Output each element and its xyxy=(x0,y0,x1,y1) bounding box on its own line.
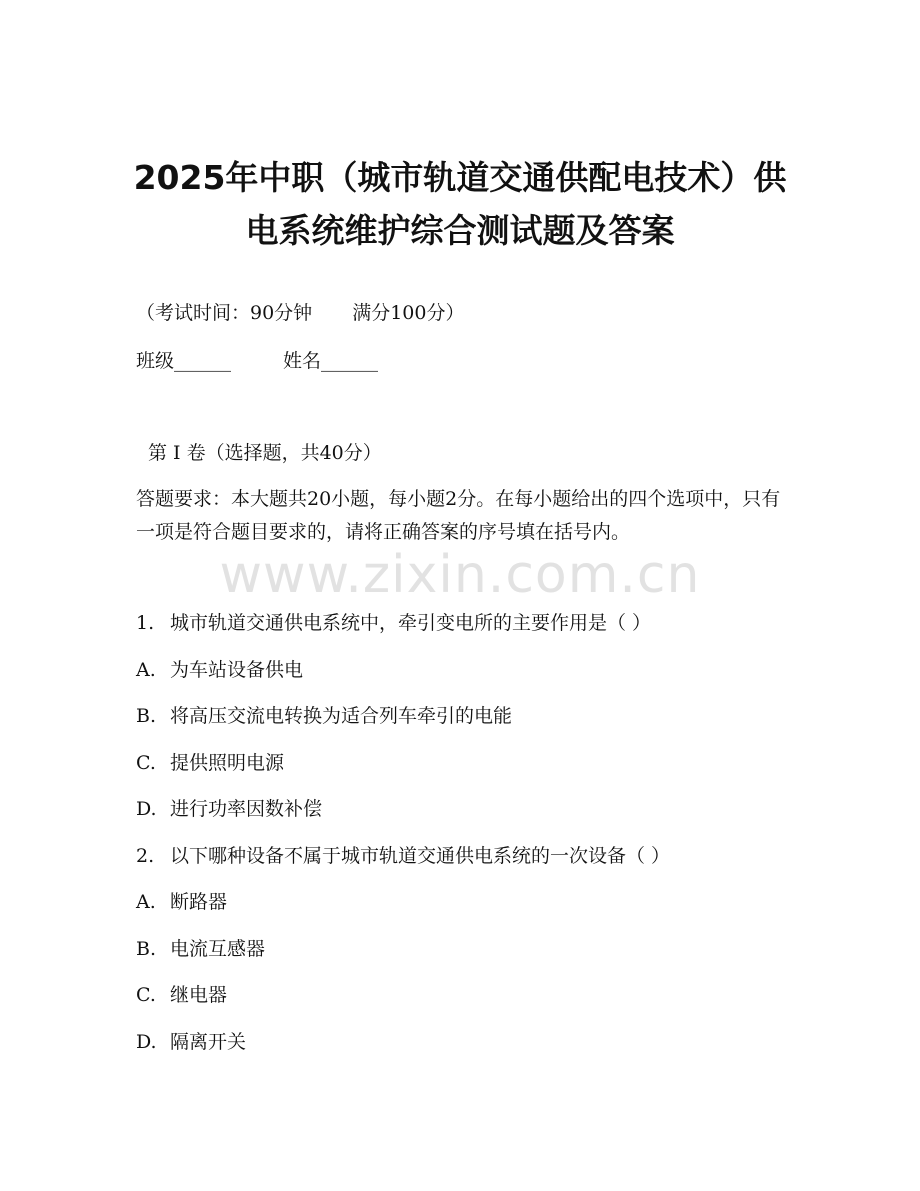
class-field: 班级______ xyxy=(136,350,232,372)
option-text: 电流互感器 xyxy=(170,938,266,960)
option-text: 断路器 xyxy=(170,891,228,913)
question-2-option-c xyxy=(136,981,227,1009)
option-letter: D. xyxy=(136,798,157,820)
option-letter: D. xyxy=(136,1031,157,1053)
answer-instructions: 答题要求：本大题共20小题，每小题2分。在每小题给出的四个选项中，只有一项是符合题目要求的，请将正确答案的序号填在括号内。 xyxy=(136,488,781,543)
option-letter: B. xyxy=(136,938,157,960)
option-text: 为车站设备供电 xyxy=(170,659,304,681)
question-text: 以下哪种设备不属于城市轨道交通供电系统的一次设备（ ） xyxy=(170,845,671,867)
document-title-line-2: 电系统维护综合测试题及答案 xyxy=(245,211,675,250)
option-letter: C. xyxy=(136,752,156,774)
document-title-line-1: 2025年中职（城市轨道交通供配电技术）供 xyxy=(133,158,787,197)
question-1-option-b xyxy=(136,702,512,730)
option-text: 隔离开关 xyxy=(170,1031,247,1053)
option-text: 继电器 xyxy=(170,984,228,1006)
question-1-option-a xyxy=(136,656,303,684)
question-2-option-d xyxy=(136,1028,246,1056)
option-text: 将高压交流电转换为适合列车牵引的电能 xyxy=(170,705,513,727)
question-2 xyxy=(136,842,670,870)
question-text: 城市轨道交通供电系统中，牵引变电所的主要作用是（ ） xyxy=(170,612,652,634)
student-fields xyxy=(136,347,378,375)
question-number: 2. xyxy=(136,845,155,867)
question-1 xyxy=(136,609,651,637)
option-letter: B. xyxy=(136,705,157,727)
option-letter: A. xyxy=(136,659,156,681)
question-2-option-b xyxy=(136,935,265,963)
question-number: 1. xyxy=(136,612,155,634)
exam-info xyxy=(136,299,464,327)
question-2-option-a xyxy=(136,888,227,916)
question-1-option-d xyxy=(136,795,322,823)
name-field: 姓名______ xyxy=(283,350,379,372)
option-text: 提供照明电源 xyxy=(170,752,285,774)
exam-time: （考试时间：90分钟 xyxy=(136,302,313,324)
exam-full-score: 满分100分） xyxy=(352,302,465,324)
option-letter: C. xyxy=(136,984,156,1006)
option-letter: A. xyxy=(136,891,156,913)
question-1-option-c xyxy=(136,749,284,777)
section-title: 第 I 卷（选择题，共40分） xyxy=(148,442,382,464)
option-text: 进行功率因数补偿 xyxy=(170,798,323,820)
watermark: www.zixin.com.cn xyxy=(219,545,701,605)
